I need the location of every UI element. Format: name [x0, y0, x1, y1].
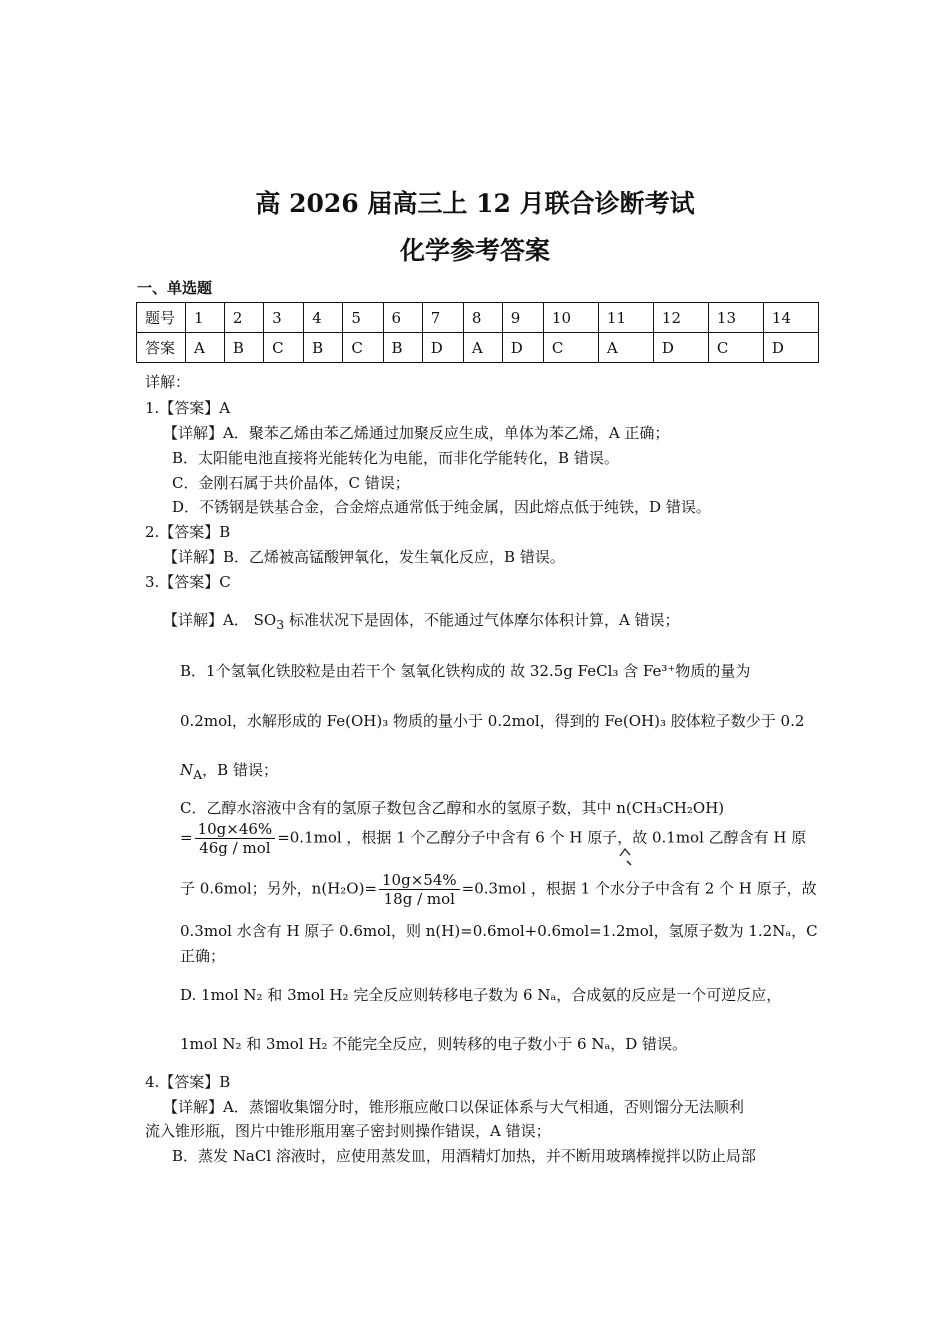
q3-detail-c-line4: 0.3mol 水含有 H 原子 0.6mol，则 n(H)=0.6mol+0.6mol=1.2mol，氢原子数为 1.2Nₐ，C	[180, 922, 818, 940]
q4-detail-a-line2: 流入锥形瓶，图片中锥形瓶用塞子密封则操作错误，A 错误；	[145, 1122, 551, 1140]
table-cell: 8	[463, 303, 502, 333]
formula-subscript: 3	[276, 617, 285, 632]
table-cell: C	[543, 333, 598, 363]
answer-heading-q1: 1.【答案】A	[145, 399, 231, 417]
table-row-label: 题号	[137, 303, 186, 333]
q3-detail-a-text: 标准状况下是固体，不能通过气体摩尔体积计算，A 错误；	[288, 611, 680, 629]
table-cell: A	[598, 333, 653, 363]
fraction-ethanol	[195, 820, 276, 857]
table-cell: B	[224, 333, 263, 363]
answer-table	[136, 302, 819, 363]
q3-detail-c-prefix: 子 0.6mol；另外，n(H₂O)=	[180, 879, 378, 898]
fraction-denominator: 46g / mol	[199, 839, 271, 857]
table-cell: A	[463, 333, 502, 363]
fraction-water	[379, 871, 460, 908]
equals-sign: =	[180, 828, 193, 847]
q3-detail-a	[163, 609, 680, 632]
answer-heading-q3: 3.【答案】C	[145, 573, 231, 591]
q1-detail-a: 【详解】A．聚苯乙烯由苯乙烯通过加聚反应生成，单体为苯乙烯，A 正确；	[163, 424, 670, 442]
q3-detail-c-line3	[180, 871, 817, 908]
answer-heading-q4: 4.【答案】B	[145, 1073, 231, 1091]
q3-detail-c-line5: 正确；	[180, 947, 226, 965]
formula-so3	[253, 611, 285, 632]
table-cell: C	[343, 333, 383, 363]
table-cell: 10	[543, 303, 598, 333]
pen-mark-icon	[618, 846, 636, 868]
q1-detail-c: C．金刚石属于共价晶体，C 错误；	[172, 474, 410, 492]
formula-text: SO	[253, 611, 277, 629]
fraction-denominator: 18g / mol	[383, 890, 455, 908]
table-cell: 3	[264, 303, 304, 333]
table-cell: D	[653, 333, 708, 363]
table-cell: 14	[763, 303, 818, 333]
table-cell: A	[186, 333, 225, 363]
answer-heading-q2: 2.【答案】B	[145, 523, 231, 541]
fraction-numerator: 10g×46%	[195, 820, 276, 839]
fraction-numerator: 10g×54%	[379, 871, 460, 890]
table-cell: 12	[653, 303, 708, 333]
table-cell: D	[502, 333, 543, 363]
q3-detail-b-line2: 0.2mol，水解形成的 Fe(OH)₃ 物质的量小于 0.2mol，得到的 Fe(OH)₃ 胶体粒子数少于 0.2	[180, 712, 805, 730]
table-cell: C	[708, 333, 763, 363]
page-title: 高 2026 届高三上 12 月联合诊断考试	[255, 189, 695, 218]
table-cell: D	[422, 333, 463, 363]
table-row	[137, 303, 819, 333]
table-cell: 2	[224, 303, 263, 333]
detail-label: 详解：	[145, 373, 191, 391]
q3-detail-b-line1: B．1个氢氧化铁胶粒是由若干个 氢氧化铁构成的 故 32.5g FeCl₃ 含 Fe³⁺物质的量为	[180, 662, 751, 680]
table-cell: B	[304, 333, 343, 363]
table-cell: 9	[502, 303, 543, 333]
q3-detail-c-text: =0.1mol ，根据 1 个乙醇分子中含有 6 个 H 原子，故 0.1mol 乙醇含有 H 原	[277, 828, 807, 847]
table-cell: B	[383, 333, 422, 363]
table-cell: D	[763, 333, 818, 363]
q4-detail-a-line1: 【详解】A．蒸馏收集馏分时，锥形瓶应敞口以保证体系与大气相通，否则馏分无法顺利	[163, 1098, 744, 1116]
q3-detail-a-prefix: 【详解】A．	[163, 611, 249, 629]
q2-detail-b: 【详解】B．乙烯被高锰酸钾氧化，发生氧化反应，B 错误。	[163, 548, 565, 566]
q3-detail-b-line3	[180, 759, 278, 782]
section-heading: 一、单选题	[137, 279, 213, 297]
avogadro-subscript: A	[193, 767, 203, 782]
q3-detail-c-text: =0.3mol ，根据 1 个水分子中含有 2 个 H 原子，故	[461, 879, 817, 898]
q1-detail-b: B．太阳能电池直接将光能转化为电能，而非化学能转化，B 错误。	[172, 449, 619, 467]
q3-detail-d-line2: 1mol N₂ 和 3mol H₂ 不能完全反应，则转移的电子数小于 6 Nₐ，D 错误。	[180, 1035, 688, 1053]
table-cell: 13	[708, 303, 763, 333]
table-cell: 7	[422, 303, 463, 333]
q3-detail-c-line2	[180, 820, 806, 857]
table-cell: 5	[343, 303, 383, 333]
q3-detail-b-text: ，B 错误；	[202, 761, 278, 779]
table-row	[137, 333, 819, 363]
q1-detail-d: D．不锈钢是铁基合金，合金熔点通常低于纯金属，因此熔点低于纯铁，D 错误。	[172, 498, 711, 516]
q4-detail-b-line1: B．蒸发 NaCl 溶液时，应使用蒸发皿，用酒精灯加热，并不断用玻璃棒搅拌以防止局部	[172, 1147, 756, 1165]
table-cell: 6	[383, 303, 422, 333]
q3-detail-d-line1: D. 1mol N₂ 和 3mol H₂ 完全反应则转移电子数为 6 Nₐ，合成氨的反应是一个可逆反应，	[180, 986, 782, 1004]
table-cell: C	[264, 333, 304, 363]
table-cell: 1	[186, 303, 225, 333]
q3-detail-c-line1: C．乙醇水溶液中含有的氢原子数包含乙醇和水的氢原子数，其中 n(CH₃CH₂OH)	[180, 799, 725, 817]
table-row-label: 答案	[137, 333, 186, 363]
page-subtitle: 化学参考答案	[399, 236, 550, 265]
avogadro-symbol: N	[180, 761, 194, 779]
table-cell: 4	[304, 303, 343, 333]
table-cell: 11	[598, 303, 653, 333]
